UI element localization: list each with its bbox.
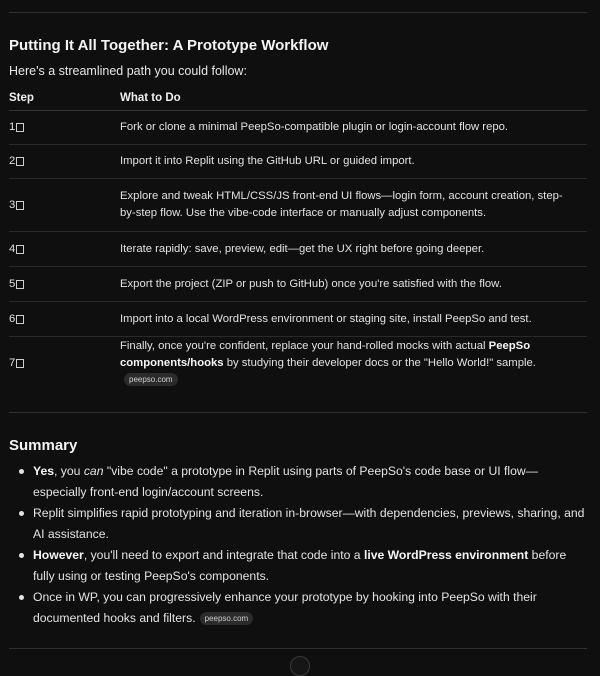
step-number: 1 <box>9 119 24 136</box>
column-header-step: Step <box>9 92 34 104</box>
summary-heading: Summary <box>9 437 78 454</box>
checkbox-icon <box>16 123 24 132</box>
step-description: Fork or clone a minimal PeepSo-compatible plugin or login-account flow repo. <box>120 121 509 133</box>
table-row <box>9 232 587 267</box>
step-description: Import into a local WordPress environment or staging site, install PeepSo and test. <box>120 312 532 325</box>
table-row <box>9 111 587 145</box>
step-description: Explore and tweak HTML/CSS/JS front-end UI flows—login form, account creation, step-by-step flow. Use the vibe-code interface or manually adjust components. <box>120 190 563 219</box>
table-row <box>9 302 587 337</box>
column-header-what: What to Do <box>120 92 181 104</box>
step-description: Iterate rapidly: save, preview, edit—get the UX right before going deeper. <box>120 242 485 255</box>
checkbox-icon <box>16 359 24 368</box>
step-number: 7 <box>9 355 24 372</box>
workflow-table <box>9 86 587 389</box>
checkbox-icon <box>16 315 24 324</box>
table-row <box>9 145 587 179</box>
table-header <box>9 86 587 111</box>
step-number: 2 <box>9 153 24 170</box>
list-item: Replit simplifies rapid prototyping and iteration in-browser—with dependencies, previews, sharing, and AI assistance. <box>33 503 587 545</box>
checkbox-icon <box>16 201 24 210</box>
source-link-peepso[interactable]: peepso.com <box>200 612 254 625</box>
section-divider <box>9 412 587 413</box>
step-number: 6 <box>9 311 24 328</box>
list-item: Once in WP, you can progressively enhance your prototype by hooking into PeepSo with their documented hooks and filters. peepso.com <box>33 587 587 629</box>
step-number: 5 <box>9 276 24 293</box>
workflow-intro: Here's a streamlined path you could follow: <box>9 64 247 78</box>
scroll-to-bottom-button[interactable] <box>290 656 310 676</box>
table-row <box>9 337 587 389</box>
step-number: 4 <box>9 241 24 258</box>
list-item: However, you'll need to export and integrate that code into a live WordPress environment before fully using or testing PeepSo's components. <box>33 545 587 587</box>
checkbox-icon <box>16 280 24 289</box>
step-description: Export the project (ZIP or push to GitHub) once you're satisfied with the flow. <box>120 277 502 290</box>
checkbox-icon <box>16 157 24 166</box>
list-item: Yes, you can "vibe code" a prototype in Replit using parts of PeepSo's code base or UI flow—especially front-end login/account screens. <box>33 461 587 503</box>
step-number: 3 <box>9 197 24 214</box>
source-link-peepso[interactable]: peepso.com <box>124 373 178 386</box>
summary-list <box>9 461 587 629</box>
checkbox-icon <box>16 245 24 254</box>
bottom-divider <box>9 648 587 649</box>
step-description: Import it into Replit using the GitHub URL or guided import. <box>120 155 415 167</box>
top-divider <box>9 12 587 13</box>
table-row <box>9 267 587 302</box>
step-description: Finally, once you're confident, replace your hand-rolled mocks with actual PeepSo components/hooks by studying their developer docs or the "Hello World!" sample.peepso.com <box>120 339 536 385</box>
table-row <box>9 179 587 232</box>
workflow-heading: Putting It All Together: A Prototype Workflow <box>9 37 329 54</box>
